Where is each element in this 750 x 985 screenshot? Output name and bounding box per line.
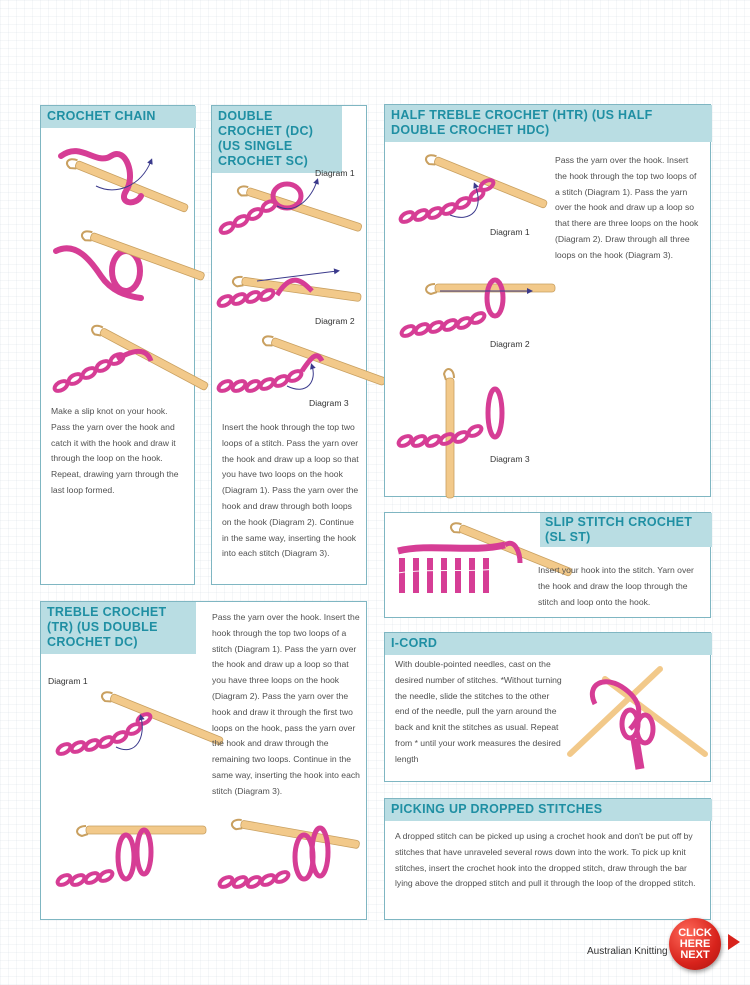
crochet-chain-diagram-2 — [51, 226, 191, 306]
dropped-stitches-title: PICKING UP DROPPED STITCHES — [385, 799, 712, 821]
slip-stitch-diagram — [390, 523, 540, 608]
half-treble-text: Pass the yarn over the hook. Insert the hook through the top two loops of a stitch (Diagram 1). Pass the yarn over the hook and draw up a loop so that there are three loops on the hook (Diagram 2). Draw through all three loops on the hook (Diagram 3). — [555, 155, 699, 260]
treble-crochet-diagram-1-label: Diagram 1 — [48, 676, 88, 686]
slip-stitch-title: SLIP STITCH CROCHET (SL ST) — [540, 513, 712, 547]
double-crochet-diagram-3 — [217, 331, 362, 401]
double-crochet-diagram-3-label: Diagram 3 — [309, 398, 349, 408]
treble-crochet-diagram-1 — [56, 687, 206, 772]
double-crochet-diagram-2 — [217, 251, 362, 321]
i-cord-panel — [384, 632, 711, 782]
crochet-chain-text: Make a slip knot on your hook. Pass the yarn over the hook and catch it with the hook and draw it through the loop on the hook. Repeat, drawing yarn through the last loop formed. — [51, 406, 179, 495]
crochet-chain-diagram-3 — [51, 321, 191, 401]
double-crochet-diagram-1 — [217, 166, 362, 246]
slip-stitch-text: Insert your hook into the stitch. Yarn over the hook and draw the loop through the stitch and loop onto the hook. — [538, 565, 694, 607]
treble-crochet-text: Pass the yarn over the hook. Insert the hook through the top two loops of a stitch (Diagram 1). Pass the yarn over the hook and draw up a loop so that you have three loops on the hook (Diagram 2). Pass the yarn over the hook and draw it through the first two loops on the hook, pass the yarn over the hook and draw through the remaining two loops. Continue in the same way, inserting the hook into each stitch (Diagram 3). — [212, 612, 360, 796]
slip-stitch-panel — [384, 512, 711, 618]
click-here-next-label: CLICK HERE NEXT — [678, 926, 712, 961]
dropped-stitches-text: A dropped stitch can be picked up using a crochet hook and don't be put off by stitches that have unraveled several rows down into the work. To pick up knit stitches, insert the crochet hook into the dropped stitch, draw through the bar lying above the dropped stitch and pull it through the loop of the dropped stitch. — [395, 831, 696, 889]
crochet-chain-panel — [40, 105, 195, 585]
i-cord-text: With double-pointed needles, cast on the desired number of stitches. *Without turning the needle, slide the stitches to the other end of the needle, pull the yarn around the back and knit the stitches as usual. Repeat from * until your work measures the desired length — [395, 659, 562, 764]
half-treble-diagram-3 — [395, 373, 545, 453]
treble-crochet-title: TREBLE CROCHET (TR) (US DOUBLE CROCHET DC) — [41, 602, 196, 654]
half-treble-diagram-1-label: Diagram 1 — [490, 227, 530, 237]
click-here-next-button[interactable] — [669, 918, 721, 970]
treble-crochet-diagram-2 — [56, 812, 206, 897]
crochet-chain-title: CROCHET CHAIN — [41, 106, 196, 128]
i-cord-title: I-CORD — [385, 633, 712, 655]
treble-crochet-diagram-3 — [216, 812, 366, 897]
i-cord-diagram — [565, 659, 710, 779]
footer-magazine-name — [587, 946, 676, 957]
dropped-stitches-panel — [384, 798, 711, 920]
treble-crochet-panel — [40, 601, 367, 920]
crochet-chain-diagram-1 — [56, 136, 191, 211]
half-treble-title: HALF TREBLE CROCHET (HTR) (US HALF DOUBLE CROCHET HDC) — [385, 105, 712, 142]
double-crochet-panel — [211, 105, 367, 585]
half-treble-diagram-2-label: Diagram 2 — [490, 339, 530, 349]
magazine-title: Australian Knitting — [587, 946, 668, 957]
double-crochet-diagram-1-label: Diagram 1 — [315, 168, 355, 178]
double-crochet-title: DOUBLE CROCHET (DC) (US SINGLE CROCHET SC) — [212, 106, 342, 173]
next-arrow-icon[interactable] — [728, 934, 740, 950]
half-treble-diagram-1 — [395, 155, 545, 235]
double-crochet-diagram-2-label: Diagram 2 — [315, 316, 355, 326]
half-treble-diagram-2 — [400, 263, 550, 343]
double-crochet-text: Insert the hook through the top two loops of a stitch. Pass the yarn over the hook and draw up a loop so that you have two loops on the hook (Diagram 1). Pass the yarn over the hook and draw through both loops on the hook (Diagram 2). Continue in the same way, inserting the hook into each stitch (Diagram 3). — [222, 422, 359, 559]
half-treble-panel — [384, 104, 711, 497]
half-treble-diagram-3-label: Diagram 3 — [490, 454, 530, 464]
